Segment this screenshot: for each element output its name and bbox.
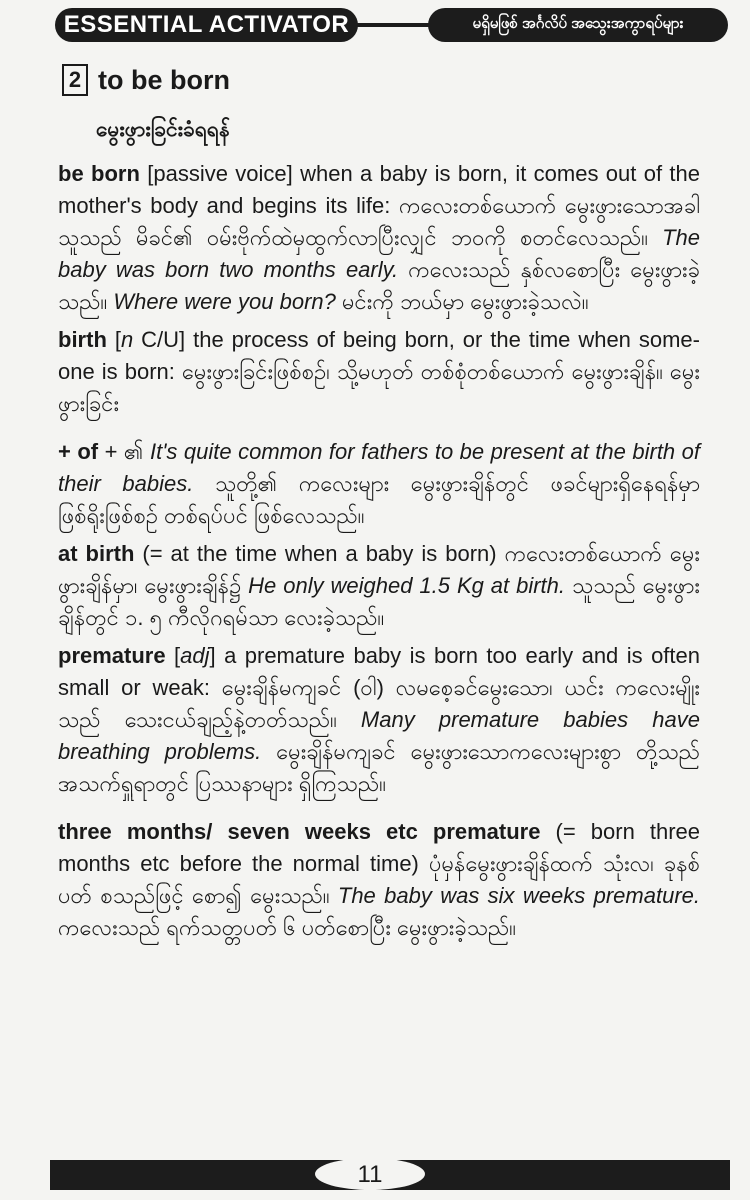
- entry-of: [58, 436, 700, 532]
- header-rule: [350, 23, 440, 27]
- headword: three months/ seven weeks etc premature: [58, 819, 541, 844]
- translation: မွေးချိန်မကျခင် မွေးဖွားသောကလေးများစွာ တို့သည် အသက်ရှူရာတွင် ပြဿနာများ ရှိကြသည်။: [58, 739, 700, 796]
- grammar-open: [: [165, 643, 181, 668]
- translation: မင်းကို ဘယ်မှာ မွေးဖွားခဲ့သလဲ။: [335, 289, 589, 314]
- myanmar-particle: + ၏: [98, 439, 150, 464]
- entry-premature: [58, 640, 700, 800]
- example: The baby was born two months early.: [58, 225, 700, 282]
- entry-three-months-premature: [58, 816, 700, 944]
- gloss: (= born three months etc before the normal time): [58, 819, 701, 876]
- translation: ကလေးသည် ရက်သတ္တပတ် ၆ ပတ်စောပြီး မွေးဖွားခဲ့သည်။: [58, 915, 516, 940]
- grammar-open: [: [106, 327, 121, 352]
- definition: when a baby is born, it comes out of the mother's body and begins its life: ကလေးတစ်ယောက် မွေးဖွားသောအခါ သူသည် မိခင်၏ ဝမ်းဗိုက်ထဲမှထွက်လာပြီးလျှင် ဘဝကို စတင်လေသည်။: [58, 161, 700, 250]
- grammar-note: adj: [180, 643, 210, 668]
- book-subtitle-banner: [428, 8, 728, 42]
- grammar-note: n: [120, 327, 134, 352]
- example: Where were you born?: [113, 289, 336, 314]
- grammar-note: [passive voice]: [147, 161, 293, 186]
- translation: သူသည် မွေးဖွားချိန်တွင် ၁. ၅ ကီလိုဂရမ်သာ လေးခဲ့သည်။: [58, 573, 700, 630]
- page-number: 11: [315, 1158, 425, 1190]
- definition: a premature baby is born too early and is often small or weak: မွေးချိန်မကျခင် (ဝါ) လမစေ့ခင်မွေးသော၊ ယင်း ကလေးမျိုးသည် သေးငယ်ချည့်နဲ့တတ်သည်။: [58, 643, 700, 732]
- section-number: 2: [62, 64, 88, 96]
- headword: at birth: [58, 541, 135, 566]
- definition: the process of being born, or the time when some-one is born: မွေးဖွားခြင်းဖြစ်စဉ်၊ သို့မဟုတ် တစ်စုံတစ်ယောက် မွေးဖွားချိန်။ မွေးဖွားခြင်း: [58, 327, 700, 416]
- headword: + of: [58, 439, 99, 464]
- example: He only weighed 1.5 Kg at birth.: [248, 573, 565, 598]
- entry-be-born: [58, 158, 700, 318]
- headword: be born: [58, 161, 140, 186]
- example: The baby was six weeks premature.: [337, 883, 700, 908]
- example: It's quite common for fathers to be present at the birth of their babies.: [58, 439, 700, 496]
- book-title-banner: [55, 8, 358, 42]
- grammar-close: ]: [209, 643, 216, 668]
- gloss: (= at the time when a baby is born): [134, 541, 505, 566]
- section-heading: [62, 64, 230, 96]
- translation: ပုံမှန်မွေးဖွားချိန်ထက် သုံးလ၊ ခုနစ်ပတ် စသည်ဖြင့် စော၍ မွေးသည်။: [58, 851, 700, 908]
- entry-birth: [58, 324, 700, 420]
- translation: ကလေးသည် နှစ်လစောပြီး မွေးဖွားခဲ့သည်။: [58, 257, 701, 314]
- entry-list: [58, 158, 700, 950]
- grammar-close: C/U]: [133, 327, 186, 352]
- section-subtitle: မွေးဖွားခြင်းခံရရန်: [96, 118, 230, 141]
- book-subtitle: မရှိမဖြစ် အင်္ဂလိပ် အသွေးအကွာရပ်များ: [472, 15, 684, 32]
- translation: ကလေးတစ်ယောက် မွေးဖွားချိန်မှာ၊ မွေးဖွားချိန်၌: [58, 541, 700, 598]
- headword: birth: [58, 327, 107, 352]
- entry-at-birth: [58, 538, 700, 634]
- example: Many premature babies have breathing problems.: [58, 707, 700, 764]
- section-title: to be born: [98, 64, 230, 95]
- headword: premature: [58, 643, 166, 668]
- translation: သူတို့၏ ကလေးများ မွေးဖွားချိန်တွင် ဖခင်များရှိနေရန်မှာ ဖြစ်ရိုးဖြစ်စဉ် တစ်ရပ်ပင် ဖြစ်လေသည်။: [58, 471, 700, 528]
- book-title: ESSENTIAL ACTIVATOR: [63, 11, 350, 38]
